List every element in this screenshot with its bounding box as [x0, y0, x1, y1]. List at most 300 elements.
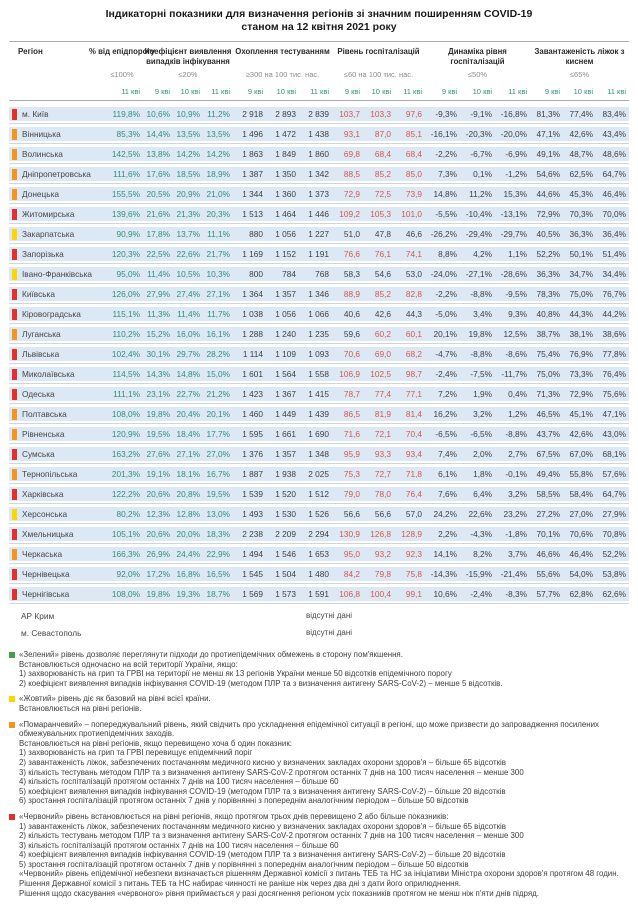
hosp-value: 71,8	[405, 469, 422, 479]
hosp-value: 88,5	[343, 169, 360, 179]
region-level-cell	[9, 267, 21, 281]
hosp-value: 54,6	[374, 269, 391, 279]
epid-value: 110,2%	[112, 329, 140, 339]
testing-value: 1 350	[275, 169, 296, 179]
date-header: 9 кві	[154, 87, 170, 96]
hosp-value: 68,4	[374, 149, 391, 159]
hosp-dynamics-value: -10,4%	[465, 209, 492, 219]
hosp-dynamics-value: -13,1%	[500, 209, 527, 219]
hosp-dynamics-value: 23,2%	[503, 509, 527, 519]
hosp-value: 82,8	[405, 289, 422, 299]
legend-line: 6) зростання госпіталізацій протягом останніх 7 днів у порівнянні з попереднім аналогічним періодом – більше 50 відсотків	[19, 796, 469, 806]
testing-value: 1 849	[275, 149, 296, 159]
region-name: Рівненська	[22, 429, 65, 439]
legend-line: 2) кількість тестувань методом ПЛР та з визначення антигену SARS-CoV-2 протягом останніх 7 днів на 100 тисяч населення – менше 300	[19, 831, 524, 841]
page-title	[9, 8, 629, 34]
coef-value: 10,9%	[176, 109, 200, 119]
region-name: Чернігівська	[22, 589, 70, 599]
hosp-dynamics-value: -15,9%	[465, 569, 492, 579]
coef-value: 20,6%	[146, 529, 170, 539]
coef-value: 24,4%	[176, 549, 200, 559]
testing-value: 1 423	[242, 389, 263, 399]
oxygen-beds-value: 34,7%	[569, 269, 593, 279]
no-data-note: відсутні дані	[305, 628, 353, 637]
coef-value: 18,4%	[176, 429, 200, 439]
oxygen-beds-value: 64,7%	[602, 169, 626, 179]
table-row	[9, 307, 629, 321]
coef-value: 14,2%	[206, 149, 230, 159]
date-header: 10 кві	[371, 87, 391, 96]
oxygen-beds-value: 49,4%	[536, 469, 560, 479]
oxygen-beds-value: 54,6%	[536, 169, 560, 179]
hosp-dynamics-value: -29,4%	[465, 229, 492, 239]
region-level-chip	[12, 189, 17, 200]
hosp-value: 77,1	[405, 389, 422, 399]
coef-value: 27,9%	[146, 289, 170, 299]
legend-line: 5) зростання госпіталізацій протягом останніх 7 днів у порівнянні з попереднім аналогічним періодом – більше 50 відсотків	[19, 859, 469, 869]
table-header-dates	[9, 87, 629, 101]
column-header-region: Регіон	[18, 47, 43, 56]
hosp-dynamics-value: -21,4%	[500, 569, 527, 579]
coef-value: 21,6%	[146, 209, 170, 219]
coef-value: 13,5%	[206, 129, 230, 139]
region-level-cell	[9, 347, 21, 361]
table-row	[9, 547, 629, 561]
legend-line: Встановлюється одночасно на всій території України, якщо:	[19, 659, 238, 669]
coef-value: 20,9%	[176, 189, 200, 199]
hosp-value: 78,0	[374, 489, 391, 499]
hosp-dynamics-value: -28,6%	[500, 269, 527, 279]
testing-value: 1 449	[275, 409, 296, 419]
region-level-cell	[9, 427, 21, 441]
region-level-chip	[12, 569, 17, 580]
region-name: Львівська	[22, 349, 60, 359]
hosp-dynamics-value: -24,0%	[430, 269, 457, 279]
legend-line: «Зелений» рівень дозволяє переглянути підходи до протиепідемічних обмежень в сторону пом'якшення.	[19, 650, 403, 659]
testing-value: 1 539	[242, 489, 263, 499]
hosp-value: 68,2	[405, 349, 422, 359]
date-header: 10 кві	[276, 87, 296, 96]
epid-value: 114,5%	[112, 369, 140, 379]
table-row	[9, 167, 629, 181]
region-name: Хмельницька	[22, 529, 74, 539]
hosp-value: 72,1	[374, 429, 391, 439]
hosp-value: 81,9	[374, 409, 391, 419]
epid-value: 95,0%	[116, 269, 140, 279]
region-level-chip	[12, 369, 17, 380]
coef-value: 19,3%	[176, 589, 200, 599]
testing-value: 784	[282, 269, 296, 279]
oxygen-beds-value: 43,4%	[602, 129, 626, 139]
region-name: Полтавська	[22, 409, 67, 419]
hosp-dynamics-value: 9,3%	[508, 309, 527, 319]
legend-line: 2) завантаженість ліжок, забезпечених постачанням медичного кисню у визначених закладах охорони здоров'я – більше 65 відсотків	[19, 757, 506, 767]
region-level-cell	[9, 467, 21, 481]
green-level-chip	[9, 652, 15, 658]
hosp-dynamics-value: -2,4%	[470, 589, 492, 599]
coef-value: 21,7%	[206, 249, 230, 259]
coef-value: 16,8%	[176, 569, 200, 579]
region-level-cell	[9, 287, 21, 301]
region-level-chip	[12, 229, 17, 240]
epid-value: 115,1%	[112, 309, 140, 319]
region-level-cell	[9, 367, 21, 381]
region-level-chip	[12, 129, 17, 140]
hosp-dynamics-value: 8,8%	[438, 249, 457, 259]
region-level-chip	[12, 109, 17, 120]
coef-value: 27,6%	[146, 449, 170, 459]
hosp-value: 72,7	[374, 469, 391, 479]
oxygen-beds-value: 62,5%	[569, 169, 593, 179]
oxygen-beds-value: 45,1%	[569, 409, 593, 419]
testing-value: 1 564	[275, 369, 296, 379]
oxygen-beds-value: 52,2%	[536, 249, 560, 259]
hosp-dynamics-value: 1,9%	[473, 389, 492, 399]
region-name: Харківська	[22, 489, 64, 499]
region-level-cell	[9, 247, 21, 261]
oxygen-beds-value: 42,6%	[569, 129, 593, 139]
date-header: 9 кві	[344, 87, 360, 96]
threshold-hosp-dynamics: ≤50%	[467, 70, 488, 79]
oxygen-beds-value: 44,3%	[569, 309, 593, 319]
hosp-value: 75,3	[343, 469, 360, 479]
region-level-chip	[12, 309, 17, 320]
testing-value: 1 344	[242, 189, 263, 199]
testing-value: 1 364	[242, 289, 263, 299]
region-name: Тернопільська	[22, 469, 78, 479]
coef-value: 13,5%	[176, 129, 200, 139]
coef-value: 27,1%	[176, 449, 200, 459]
legend-line: 4) кількість госпіталізацій протягом останніх 7 днів на 100 тисяч населення – більше 60	[19, 777, 339, 787]
hosp-dynamics-value: 19,8%	[468, 329, 492, 339]
no-data-row	[9, 624, 629, 641]
epid-value: 111,6%	[113, 169, 140, 179]
region-level-chip	[12, 589, 17, 600]
region-name: Кіровоградська	[22, 309, 81, 319]
hosp-value: 76,1	[374, 249, 391, 259]
coef-value: 13,0%	[206, 509, 230, 519]
hosp-dynamics-value: -5,5%	[435, 209, 457, 219]
coef-value: 19,8%	[146, 409, 170, 419]
testing-value: 1 595	[242, 429, 263, 439]
threshold-oxygen-beds: ≤65%	[569, 70, 590, 79]
hosp-dynamics-value: -16,1%	[430, 129, 457, 139]
oxygen-beds-value: 58,5%	[536, 489, 560, 499]
oxygen-beds-value: 38,6%	[602, 329, 626, 339]
region-name: Житомирська	[22, 209, 75, 219]
coef-value: 14,4%	[146, 129, 170, 139]
coef-value: 28,2%	[206, 349, 230, 359]
region-level-cell	[9, 127, 21, 141]
oxygen-beds-value: 70,3%	[569, 209, 593, 219]
hosp-dynamics-value: -8,6%	[505, 349, 527, 359]
testing-value: 1 191	[308, 249, 329, 259]
coef-value: 11,7%	[207, 309, 230, 319]
coef-value: 27,4%	[176, 289, 200, 299]
testing-value: 2 893	[275, 109, 296, 119]
hosp-dynamics-value: -8,3%	[505, 589, 527, 599]
coef-value: 11,2%	[207, 109, 230, 119]
threshold-testing: ≥300 на 100 тис. нас.	[245, 70, 320, 79]
hosp-dynamics-value: -27,1%	[465, 269, 492, 279]
legend-line: «Помаранчевий» – попереджувальний рівень, який свідчить про ускладнення епідемічної ситуації в регіоні, що може призвести до запровадження посилених обмежувальних протиепідемічних заходів.	[19, 719, 599, 739]
hosp-value: 42,6	[374, 309, 391, 319]
hosp-value: 46,6	[405, 229, 422, 239]
testing-value: 1 460	[242, 409, 263, 419]
legend-line: 5) коефіцієнт виявлення випадків інфікування COVID-19 (методом ПЛР та з визначення антигену SARS-CoV-2) – більше 20 відсотків	[19, 786, 506, 796]
hosp-dynamics-value: -4,7%	[435, 349, 457, 359]
legend-line: 3) кількість госпіталізацій протягом останніх 7 днів на 100 тисяч населення – більше 60	[19, 840, 339, 850]
region-name: Запорізька	[22, 249, 64, 259]
coef-value: 14,3%	[146, 369, 170, 379]
epid-value: 108,0%	[111, 589, 140, 599]
testing-value: 2 238	[242, 529, 263, 539]
coef-value: 18,1%	[176, 469, 200, 479]
testing-value: 1 438	[308, 129, 329, 139]
testing-value: 880	[249, 229, 263, 239]
coef-value: 22,9%	[206, 549, 230, 559]
oxygen-beds-value: 46,5%	[536, 409, 560, 419]
hosp-value: 100,4	[370, 589, 391, 599]
coef-value: 26,9%	[146, 549, 170, 559]
oxygen-beds-value: 45,3%	[569, 189, 593, 199]
column-header-testing: Охоплення тестуванням	[235, 47, 330, 56]
table-row	[9, 327, 629, 341]
coef-value: 19,5%	[206, 489, 230, 499]
region-level-cell	[9, 547, 21, 561]
testing-value: 1 530	[275, 509, 296, 519]
hosp-dynamics-value: 1,2%	[508, 409, 527, 419]
oxygen-beds-value: 46,4%	[569, 549, 593, 559]
coef-value: 20,3%	[206, 209, 230, 219]
oxygen-beds-value: 44,6%	[536, 189, 560, 199]
table-row	[9, 267, 629, 281]
hosp-value: 44,3	[405, 309, 422, 319]
testing-value: 1 357	[275, 449, 296, 459]
testing-value: 1 690	[308, 429, 329, 439]
region-name: м. Севастополь	[21, 627, 82, 638]
coef-value: 20,4%	[176, 409, 200, 419]
hosp-dynamics-value: 2,2%	[438, 529, 457, 539]
hosp-dynamics-value: 3,7%	[508, 549, 527, 559]
hosp-dynamics-value: 8,2%	[473, 549, 492, 559]
hosp-dynamics-value: -1,8%	[505, 529, 527, 539]
testing-value: 1 376	[242, 449, 263, 459]
hosp-dynamics-value: -14,3%	[430, 569, 457, 579]
hosp-dynamics-value: -8,8%	[505, 429, 527, 439]
hosp-value: 95,9	[343, 449, 360, 459]
region-level-cell	[9, 107, 21, 121]
testing-value: 2 294	[308, 529, 329, 539]
region-level-chip	[12, 209, 17, 220]
hosp-value: 60,2	[374, 329, 391, 339]
oxygen-beds-value: 47,1%	[602, 409, 626, 419]
coef-value: 17,6%	[146, 169, 170, 179]
no-data-row	[9, 607, 629, 624]
hosp-dynamics-value: -9,5%	[505, 289, 527, 299]
hosp-value: 93,4	[405, 449, 422, 459]
coef-value: 27,0%	[206, 449, 230, 459]
oxygen-beds-value: 54,0%	[569, 569, 593, 579]
hosp-dynamics-value: 7,2%	[438, 389, 457, 399]
oxygen-beds-value: 49,1%	[536, 149, 560, 159]
testing-value: 1 227	[308, 229, 329, 239]
oxygen-beds-value: 72,9%	[536, 209, 560, 219]
hosp-value: 59,6	[343, 329, 360, 339]
hosp-value: 126,8	[370, 529, 391, 539]
coef-value: 22,6%	[176, 249, 200, 259]
coef-value: 20,5%	[146, 189, 170, 199]
hosp-dynamics-value: -8,8%	[470, 349, 492, 359]
hosp-dynamics-value: 16,2%	[433, 409, 457, 419]
legend-line: «Червоний» рівень встановлюється на рівні регіонів, якщо протягом трьох днів перевищено 2 або більше показників:	[19, 811, 449, 821]
hosp-dynamics-value: -29,7%	[500, 229, 527, 239]
testing-value: 1 109	[275, 349, 296, 359]
oxygen-beds-value: 75,0%	[536, 369, 560, 379]
hosp-dynamics-value: 10,6%	[433, 589, 457, 599]
oxygen-beds-value: 70,6%	[569, 529, 593, 539]
testing-value: 1 601	[242, 369, 263, 379]
hosp-value: 109,2	[339, 209, 360, 219]
testing-value: 1 439	[308, 409, 329, 419]
column-header-coef: Коефіцієнт виявлення випадків інфікування	[144, 47, 232, 66]
coef-value: 13,7%	[176, 229, 200, 239]
region-level-cell	[9, 407, 21, 421]
epid-value: 119,8%	[112, 109, 140, 119]
region-level-cell	[9, 447, 21, 461]
hosp-dynamics-value: -9,3%	[435, 109, 457, 119]
testing-value: 1 056	[275, 229, 296, 239]
hosp-dynamics-value: 24,2%	[433, 509, 457, 519]
oxygen-beds-value: 43,0%	[602, 429, 626, 439]
hosp-value: 56,6	[374, 509, 391, 519]
hosp-dynamics-value: 3,2%	[473, 409, 492, 419]
hosp-value: 79,0	[343, 489, 360, 499]
coef-value: 10,6%	[146, 109, 170, 119]
hosp-value: 40,6	[343, 309, 360, 319]
threshold-coef: ≤20%	[178, 70, 198, 79]
threshold-hosp: ≤60 на 100 тис. нас.	[343, 70, 414, 79]
region-name: м. Київ	[22, 109, 49, 119]
table-header	[9, 41, 629, 101]
region-level-chip	[12, 349, 17, 360]
hosp-dynamics-value: 0,1%	[473, 169, 492, 179]
table-row	[9, 487, 629, 501]
oxygen-beds-value: 75,6%	[602, 389, 626, 399]
hosp-value: 72,9	[343, 189, 360, 199]
hosp-value: 57,0	[405, 509, 422, 519]
region-name: Луганська	[22, 329, 61, 339]
hosp-value: 85,2	[374, 169, 391, 179]
testing-value: 2 918	[242, 109, 263, 119]
region-level-chip	[12, 249, 17, 260]
oxygen-beds-value: 40,8%	[536, 309, 560, 319]
hosp-value: 76,4	[405, 489, 422, 499]
oxygen-beds-value: 47,1%	[536, 129, 560, 139]
date-header: 9 кві	[544, 87, 560, 96]
coef-value: 17,8%	[146, 229, 170, 239]
hosp-value: 78,7	[343, 389, 360, 399]
date-header: 11 кві	[607, 87, 626, 96]
hosp-dynamics-value: 4,2%	[473, 249, 492, 259]
coef-value: 18,5%	[176, 169, 200, 179]
testing-value: 1 573	[275, 589, 296, 599]
oxygen-beds-value: 67,0%	[569, 449, 593, 459]
oxygen-beds-value: 50,1%	[569, 249, 593, 259]
hosp-dynamics-value: 22,6%	[468, 509, 492, 519]
oxygen-beds-value: 70,1%	[536, 529, 560, 539]
region-level-chip	[12, 409, 17, 420]
yellow-level-chip	[9, 696, 15, 702]
testing-value: 1 235	[308, 329, 329, 339]
region-level-chip	[12, 149, 17, 160]
table-row	[9, 207, 629, 221]
oxygen-beds-value: 53,8%	[602, 569, 626, 579]
coef-value: 12,8%	[176, 509, 200, 519]
hosp-value: 128,9	[401, 529, 422, 539]
page-title-line2: станом на 12 квітня 2021 року	[241, 21, 397, 33]
coef-value: 17,2%	[146, 569, 170, 579]
legend-line: 3) кількість тестувань методом ПЛР та з визначення антигену SARS-CoV-2 протягом останніх 7 днів на 100 тисяч населення – менше 300	[19, 767, 524, 777]
testing-value: 1 558	[308, 369, 329, 379]
oxygen-beds-value: 75,4%	[536, 349, 560, 359]
coef-value: 17,7%	[206, 429, 230, 439]
testing-value: 1 169	[242, 249, 263, 259]
epid-value: 90,9%	[116, 229, 140, 239]
testing-value: 1 348	[308, 449, 329, 459]
hosp-value: 85,0	[405, 169, 422, 179]
oxygen-beds-value: 40,5%	[536, 229, 560, 239]
testing-value: 1 288	[242, 329, 263, 339]
oxygen-beds-value: 67,5%	[536, 449, 560, 459]
date-header: 9 кві	[247, 87, 263, 96]
hosp-dynamics-value: -16,8%	[500, 109, 527, 119]
region-level-cell	[9, 187, 21, 201]
coef-value: 15,2%	[146, 329, 170, 339]
epid-value: 201,3%	[111, 469, 140, 479]
hosp-dynamics-value: -1,2%	[505, 169, 527, 179]
region-name: АР Крим	[21, 610, 55, 621]
hosp-dynamics-value: 3,4%	[473, 309, 492, 319]
coef-value: 10,3%	[206, 269, 230, 279]
legend-line: 1) завантаженість ліжок, забезпечених постачанням медичного кисню у визначених закладах охорони здоров'я – більше 65 відсотків	[19, 821, 506, 831]
testing-value: 1 863	[242, 149, 263, 159]
hosp-dynamics-value: -7,5%	[470, 369, 492, 379]
epid-value: 102,4%	[111, 349, 140, 359]
hosp-value: 97,6	[405, 109, 422, 119]
table-row	[9, 527, 629, 541]
table-row	[9, 127, 629, 141]
hosp-value: 93,3	[374, 449, 391, 459]
region-name: Волинська	[22, 149, 63, 159]
region-level-chip	[12, 269, 17, 280]
oxygen-beds-value: 58,4%	[569, 489, 593, 499]
region-name: Херсонська	[22, 509, 68, 519]
testing-value: 1 504	[275, 569, 296, 579]
oxygen-beds-value: 70,8%	[602, 529, 626, 539]
coef-value: 11,4%	[147, 269, 170, 279]
no-data-note: відсутні дані	[305, 611, 353, 620]
testing-value: 1 493	[242, 509, 263, 519]
oxygen-beds-value: 27,0%	[569, 509, 593, 519]
date-header: 9 кві	[441, 87, 457, 96]
region-level-chip	[12, 169, 17, 180]
epid-value: 92,0%	[116, 569, 140, 579]
legend-block	[9, 812, 629, 898]
oxygen-beds-value: 55,6%	[536, 569, 560, 579]
testing-value: 1 512	[308, 489, 329, 499]
oxygen-beds-value: 70,0%	[602, 209, 626, 219]
